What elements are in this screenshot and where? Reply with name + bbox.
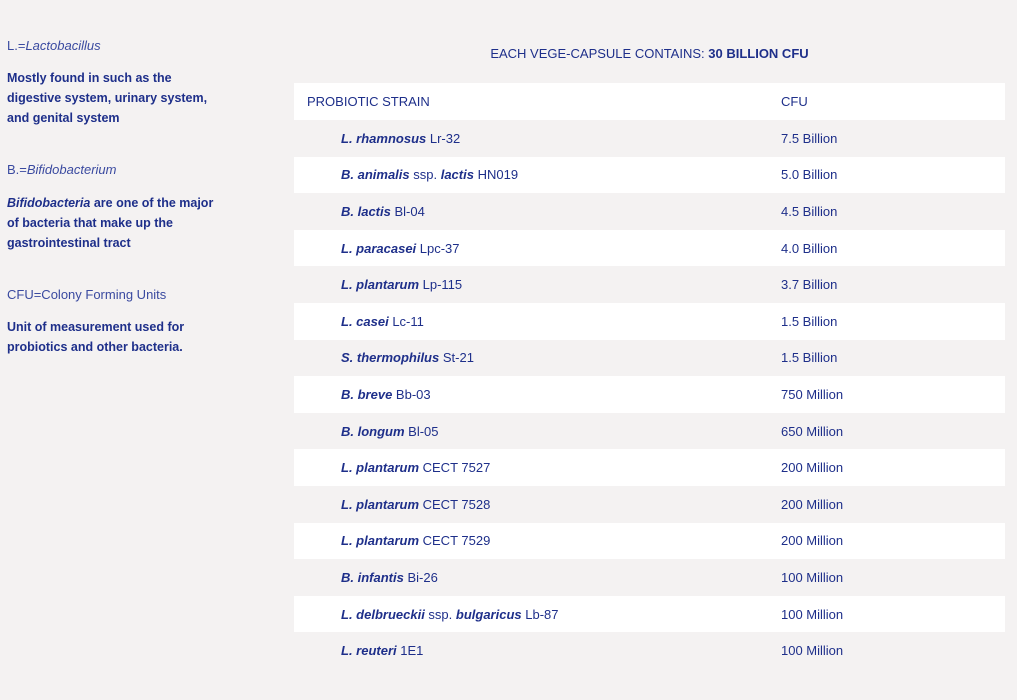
strain-name-cell xyxy=(294,533,781,548)
table-row xyxy=(294,266,1005,303)
strain-species: L. plantarum xyxy=(341,460,420,476)
strain-species: L. plantarum xyxy=(341,496,420,512)
legend-description-text: Unit of measurement used for probiotics and other bacteria. xyxy=(7,320,185,354)
table-row xyxy=(294,449,1005,486)
legend-description xyxy=(7,68,227,128)
strain-species: L. plantarum xyxy=(341,277,420,293)
table-row xyxy=(294,376,1005,413)
strain-code: Lc-11 xyxy=(388,313,424,329)
cfu-cell: 7.5 Billion xyxy=(781,130,838,146)
table-row xyxy=(294,523,1005,560)
strain-name-cell xyxy=(294,350,781,365)
strain-species: L. plantarum xyxy=(341,533,420,549)
strain-name-cell xyxy=(294,424,781,439)
cfu-cell: 1.5 Billion xyxy=(781,350,838,366)
strain-code: St-21 xyxy=(439,350,474,366)
table-row xyxy=(294,486,1005,523)
strain-subspecies: bulgaricus xyxy=(455,606,522,622)
column-header-strain: PROBIOTIC STRAIN xyxy=(307,94,430,109)
strain-species: L. paracasei xyxy=(341,240,417,256)
capsule-contents-amount: 30 BILLION CFU xyxy=(708,46,809,61)
strain-species: B. lactis xyxy=(341,203,391,219)
cfu-cell: 200 Million xyxy=(781,496,844,512)
strain-species: L. casei xyxy=(341,313,389,329)
strain-name-cell xyxy=(294,387,781,402)
strain-subspecies: lactis xyxy=(440,167,474,183)
strain-code: Bi-26 xyxy=(403,569,438,585)
strain-species: B. breve xyxy=(341,386,393,402)
legend-description xyxy=(7,193,227,253)
cfu-cell: 1.5 Billion xyxy=(781,313,838,329)
strain-name-cell xyxy=(294,460,781,475)
table-row xyxy=(294,120,1005,157)
strain-name-cell xyxy=(294,643,781,658)
strain-name-cell xyxy=(294,607,781,622)
legend-bifidobacterium xyxy=(7,161,227,253)
cfu-cell: 3.7 Billion xyxy=(781,277,838,293)
strain-name-cell xyxy=(294,570,781,585)
strain-code: 1E1 xyxy=(396,643,424,659)
legend-description-text: are one of the major of bacteria that make up the gastrointestinal tract xyxy=(7,196,214,250)
table-row xyxy=(294,157,1005,194)
cfu-cell: 5.0 Billion xyxy=(781,167,838,183)
legend-description-italic: Bifidobacteria xyxy=(7,196,91,210)
strain-species: B. longum xyxy=(341,423,405,439)
cfu-cell: 200 Million xyxy=(781,533,844,549)
strain-name-cell xyxy=(294,131,781,146)
cfu-cell: 100 Million xyxy=(781,606,844,622)
strain-species: B. animalis xyxy=(341,167,410,183)
strain-code: CECT 7529 xyxy=(419,533,491,549)
strain-code: Lr-32 xyxy=(426,130,461,146)
strain-name-cell xyxy=(294,497,781,512)
strain-subspecies-separator: ssp. xyxy=(409,167,441,183)
table-row xyxy=(294,413,1005,450)
legend-term xyxy=(7,161,227,179)
strain-code: Bl-04 xyxy=(390,203,425,219)
cfu-cell: 650 Million xyxy=(781,423,844,439)
cfu-cell: 750 Million xyxy=(781,386,844,402)
strain-code: Lp-115 xyxy=(419,277,463,293)
strain-name-cell xyxy=(294,277,781,292)
legend-term xyxy=(7,37,227,55)
strain-table xyxy=(294,83,1005,669)
cfu-cell: 100 Million xyxy=(781,569,844,585)
cfu-cell: 4.0 Billion xyxy=(781,240,838,256)
column-header-cfu: CFU xyxy=(781,94,808,109)
capsule-contents-prefix: EACH VEGE-CAPSULE CONTAINS: xyxy=(490,46,709,61)
table-header-row xyxy=(294,83,1005,120)
legend-term xyxy=(7,286,227,304)
table-row xyxy=(294,193,1005,230)
legend-description xyxy=(7,317,227,357)
strain-subspecies-separator: ssp. xyxy=(424,606,456,622)
table-row xyxy=(294,340,1005,377)
table-row xyxy=(294,596,1005,633)
strain-name-cell xyxy=(294,314,781,329)
legend-abbr: L.= xyxy=(7,38,26,53)
legend-full-name: Lactobacillus xyxy=(25,38,101,53)
strain-species: S. thermophilus xyxy=(341,350,440,366)
table-row xyxy=(294,559,1005,596)
cfu-cell: 200 Million xyxy=(781,460,844,476)
table-row xyxy=(294,230,1005,267)
strain-name-cell xyxy=(294,167,781,182)
strain-code: Bb-03 xyxy=(392,386,431,402)
legend-abbr: B.= xyxy=(7,162,27,177)
legend-cfu xyxy=(7,286,227,357)
legend-abbr: CFU=Colony Forming Units xyxy=(7,287,167,302)
table-row xyxy=(294,303,1005,340)
legend-full-name: Bifidobacterium xyxy=(26,162,117,177)
legend-description-text: Mostly found in such as the digestive system, urinary system, and genital system xyxy=(7,71,208,125)
legend-lactobacillus xyxy=(7,37,227,128)
strain-species: L. delbrueckii xyxy=(341,606,425,622)
strain-name-cell xyxy=(294,204,781,219)
strain-species: B. infantis xyxy=(341,569,404,585)
strain-species: L. reuteri xyxy=(341,643,397,659)
strain-species: L. rhamnosus xyxy=(341,130,427,146)
strain-code: Lpc-37 xyxy=(416,240,460,256)
strain-code: HN019 xyxy=(473,167,519,183)
strain-name-cell xyxy=(294,241,781,256)
capsule-contents-heading xyxy=(294,45,1005,63)
strain-code: CECT 7527 xyxy=(419,460,491,476)
strain-code: Bl-05 xyxy=(404,423,439,439)
cfu-cell: 100 Million xyxy=(781,643,844,659)
strain-code: Lb-87 xyxy=(521,606,559,622)
cfu-cell: 4.5 Billion xyxy=(781,203,838,219)
strain-code: CECT 7528 xyxy=(419,496,491,512)
table-row xyxy=(294,632,1005,669)
